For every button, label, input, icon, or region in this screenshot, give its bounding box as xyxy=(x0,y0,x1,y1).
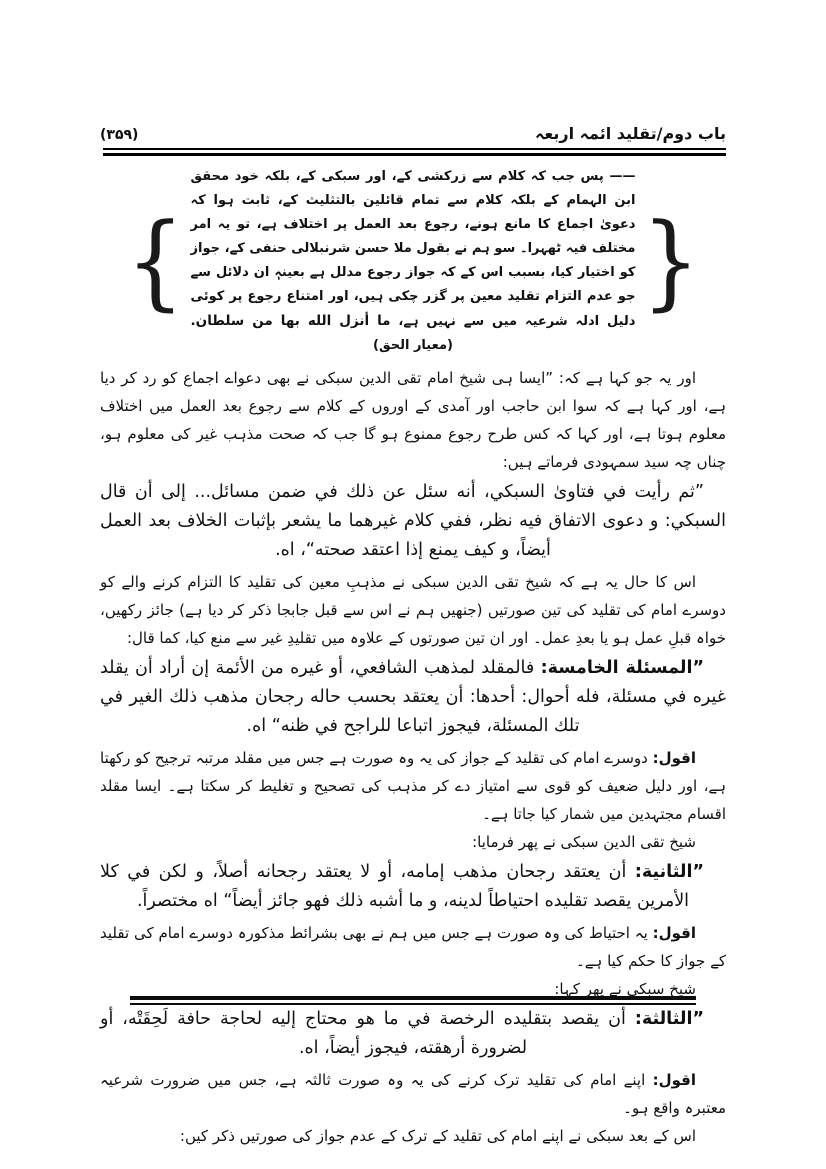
paragraph-arabic-quote xyxy=(100,478,726,565)
braced-note-text xyxy=(185,165,642,358)
paragraph-lead: ”الثالثة: xyxy=(634,1009,704,1029)
paragraph-arabic-quote xyxy=(100,858,726,916)
braced-note xyxy=(126,165,700,358)
paragraph-lead: ”المسئلة الخامسة: xyxy=(540,658,704,678)
page-header xyxy=(100,124,726,143)
body-text xyxy=(100,364,726,1150)
left-brace-icon: { xyxy=(126,201,185,321)
header-rule-divider xyxy=(103,148,726,156)
note-arabic-phrase: ما أنزل الله بها من سلطان. xyxy=(190,313,391,329)
paragraph-text: اس کے بعد سبکی نے اپنے امام کی تقلید کے ترک کے عدم جواز کی صورتیں ذکر کیں: xyxy=(179,1127,696,1145)
paragraph-text: فالمقلد لمذهب الشافعي، أو غيره من الأئمة إن أراد أن يقلد غيره في مسئلة، فله أحوال: أحدها: أن يعتقد بحسب حاله رجحان مذهب ذلك الغير في تلك المسئلة، فيجوز اتباعا للراجح في ظنه“ اه. xyxy=(100,658,726,736)
right-brace-icon: } xyxy=(641,201,700,321)
paragraph-lead: ”الثانية: xyxy=(634,862,704,882)
paragraph-text: یہ احتیاط کی وہ صورت ہے جس میں ہم نے بھی بشرائط مذکورہ دوسرے امام کی تقلید کے جواز کا حکم کیا ہے۔ xyxy=(100,924,726,970)
paragraph-text: شیخ سبکی نے پھر کہا: xyxy=(554,980,696,998)
paragraph-text: اس کا حال یہ ہے کہ شیخ تقی الدین سبکی نے مذہبِ معین کی تقلید کا التزام کرنے والے کو دوسرے امام کی تقلید کی تین صورتیں (جنھیں ہم نے اس سے قبل جابجا ذکر کر دیا ہے) جائز رکھیں، خواہ قبلِ عمل ہو یا بعدِ عمل۔ اور ان تین صورتوں کے علاوہ میں تقلیدِ غیر سے منع کیا، کما قال: xyxy=(100,573,726,647)
paragraph-text: اور یہ جو کہا ہے کہ: ”ایسا ہی شیخ امام تقی الدین سبکی نے بھی دعواے اجماع کو رد کر دیا ہے، اور کہا ہے کہ سوا ابن حاجب اور آمدی کے اوروں کے کلام سے رجوع بعد العمل میں اختلاف معلوم ہوتا ہے، اور کہا کہ کس طرح رجوع ممنوع ہو گا جب کہ صحت مذہب غیر کی معلوم ہو، چناں چہ سید سمہودی فرماتے ہیں: xyxy=(100,369,726,471)
paragraph-arabic-quote xyxy=(100,1005,726,1063)
paragraph-lead: اقول: xyxy=(652,749,696,767)
paragraph-urdu xyxy=(100,364,726,476)
paragraph-arabic-quote xyxy=(100,654,726,741)
footer-rule-divider xyxy=(130,996,696,1005)
page-number: (۳۵۹) xyxy=(100,127,139,143)
paragraph-text: شیخ تقی الدین سبکی نے پھر فرمایا: xyxy=(472,833,696,851)
paragraph-urdu xyxy=(100,828,726,856)
note-body: —— پس جب کہ کلام سے زرکشی کے، اور سبکی کے، بلکہ خود محقق ابن الہمام کے بلکہ کلام سے تمام قائلین بالتثلیث کے، ثابت ہوا کہ دعویٰ اجماع کا مانع ہونے، رجوع بعد العمل پر اختلاف ہے، تو یہ امر مختلف فیہ ٹھہرا۔ سو ہم نے بقول ملا حسن شرنبلالی حنفی کے، جواز کو اختیار کیا، بسبب اس کے کہ جواز رجوع مدلل ہے بعینہٖ ان دلائل سے جو عدم التزام تقلید معین پر گزر چکی ہیں، اور امتناع رجوع پر کوئی دلیل ادلہ شرعیہ میں سے نہیں ہے، xyxy=(190,169,636,329)
paragraph-lead: اقول: xyxy=(652,924,696,942)
chapter-title: باب دوم/تقلید ائمہ اربعہ xyxy=(534,124,726,143)
paragraph-urdu xyxy=(100,1122,726,1150)
paragraph-lead: اقول: xyxy=(652,1071,696,1089)
paragraph-text: دوسرے امام کی تقلید کے جواز کی یہ وہ صورت ہے جس میں مقلد مرتبہ ترجیح کو رکھتا ہے، اور دلیل ضعیف کو قوی سے امتیاز دے کر مذہب کی تصحیح و تغلیط کر سکتا ہے۔ ایسا مقلد اقسام مجتہدین میں شمار کیا جاتا ہے۔ xyxy=(100,749,726,823)
paragraph-text: أن يقصد بتقليده الرخصة في ما هو محتاج إليه لحاجة حافة لَحِقَتْه، أو لضرورة أرهقته، فيجوز أيضاً، اه. xyxy=(100,1009,626,1058)
note-citation: (معیار الحق) xyxy=(373,338,453,353)
paragraph-text: أن يعتقد رجحان مذهب إمامه، أو لا يعتقد رجحانه أصلاً، و لكن في كلا الأمرين يقصد تقليده احتياطاً لدينه، و ما أشبه ذلك فهو جائز أيضاً“ اه مختصراً. xyxy=(100,862,690,911)
paragraph-text: ”ثم رأيت في فتاوىٰ السبكي، أنه سئل عن ذلك في ضمن مسائل... إلى أن قال السبكي: و دعوى الاتفاق فيه نظر، ففي كلام غيرهما ما يشعر بإثبات الخلاف بعد العمل أيضاً، و كيف يمنع إذا اعتقد صحته“، اه. xyxy=(100,482,726,560)
page-content xyxy=(100,124,726,1145)
paragraph-urdu xyxy=(100,1066,726,1122)
paragraph-urdu xyxy=(100,568,726,652)
paragraph-urdu xyxy=(100,744,726,828)
paragraph-text: اپنے امام کی تقلید ترک کرنے کی یہ وہ صورت ثالثہ ہے، جس میں ضرورت شرعیہ معتبرہ واقع ہو۔ xyxy=(100,1071,726,1117)
paragraph-urdu xyxy=(100,919,726,975)
